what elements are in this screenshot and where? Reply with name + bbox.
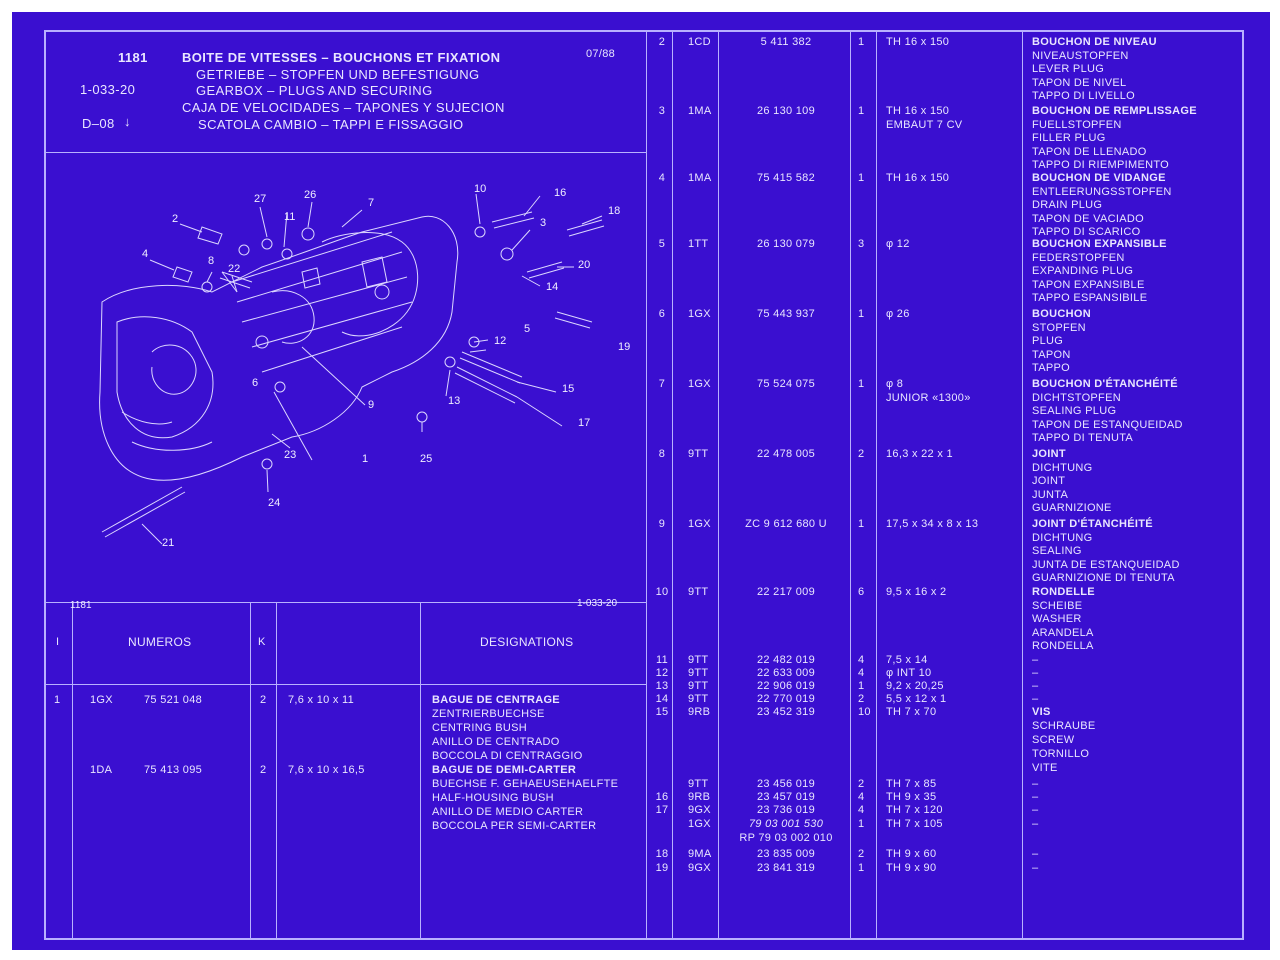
right-row-number: ZC 9 612 680 U <box>745 518 827 530</box>
section-arrow: ↓ <box>124 114 131 129</box>
left-col-k-header: K <box>258 636 266 648</box>
right-row-designation: RONDELLE <box>1032 586 1095 598</box>
compact-row-desc: – <box>1032 680 1039 692</box>
callout-19: 19 <box>618 341 631 353</box>
title-de: GETRIEBE – STOPFEN UND BEFESTIGUNG <box>196 67 480 82</box>
right-row-translation: SCHEIBE <box>1032 599 1083 612</box>
right-row-translation: TAPPO DI RIEMPIMENTO <box>1032 159 1169 172</box>
compact-row-number: 22 906 019 <box>756 680 816 692</box>
callout-15: 15 <box>562 383 575 395</box>
compact-row-desc: – <box>1032 848 1039 860</box>
right-row-number: 26 130 109 <box>756 105 816 117</box>
compact-row-dims: 7,5 x 14 <box>886 654 928 666</box>
compact-row-dims: TH 7 x 105 <box>886 818 943 830</box>
plate-code: 1181 <box>118 50 148 65</box>
drawing-footer-left: 1181 <box>70 600 92 611</box>
right-row-designation: BOUCHON EXPANSIBLE <box>1032 238 1167 250</box>
right-row-index: 6 <box>658 308 666 320</box>
right-row-index: 4 <box>658 172 666 184</box>
right-row-index: 2 <box>658 36 666 48</box>
compact-row-dims: 9,2 x 20,25 <box>886 680 944 692</box>
compact-row-code: 9MA <box>688 848 712 860</box>
right-row-designation: BOUCHON <box>1032 308 1091 320</box>
right-row-translation: GUARNIZIONE DI TENUTA <box>1032 572 1175 585</box>
title-es: CAJA DE VELOCIDADES – TAPONES Y SUJECION <box>182 100 505 115</box>
left-col-3 <box>276 602 277 940</box>
compact-row-desc: – <box>1032 862 1039 874</box>
right-row-designation: BOUCHON DE REMPLISSAGE <box>1032 105 1197 117</box>
compact-row-number: 23 736 019 <box>756 804 816 816</box>
compact-row-code: 9RB <box>688 791 711 803</box>
right-row-number: 5 411 382 <box>760 36 812 48</box>
callout-13: 13 <box>448 395 461 407</box>
compact-row-k: 10 <box>858 706 871 718</box>
compact-row-k: 1 <box>858 862 865 874</box>
compact-row-dims: TH 9 x 35 <box>886 791 937 803</box>
compact-row-number: 23 835 009 <box>756 848 816 860</box>
compact-row-desc: SCHRAUBE <box>1032 720 1096 732</box>
compact-row-desc: SCREW <box>1032 734 1075 746</box>
divider-drawing-bottom <box>46 602 646 603</box>
section-code: D–08 <box>82 116 115 131</box>
right-col-5 <box>1022 30 1023 940</box>
right-row-k: 3 <box>858 238 865 250</box>
compact-row-desc: – <box>1032 778 1039 790</box>
compact-row-code: 9GX <box>688 804 711 816</box>
compact-row-code: 9RB <box>688 706 711 718</box>
callout-16: 16 <box>554 187 567 199</box>
title-en: GEARBOX – PLUGS AND SECURING <box>196 83 433 98</box>
right-row-designation: JOINT D'ÉTANCHÉITÉ <box>1032 518 1153 530</box>
callout-25: 25 <box>420 453 433 465</box>
compact-row-desc: – <box>1032 654 1039 666</box>
sheet-ref: 1-033-20 <box>80 82 136 97</box>
right-row-number: 75 443 937 <box>756 308 816 320</box>
compact-row-k: 4 <box>858 667 865 679</box>
left-row-translation: HALF-HOUSING BUSH <box>432 792 554 804</box>
callout-17: 17 <box>578 417 591 429</box>
right-row-index: 9 <box>658 518 666 530</box>
compact-row-k: 4 <box>858 804 865 816</box>
compact-row-k: 1 <box>858 818 865 830</box>
right-row-dims: φ 26 <box>886 308 910 320</box>
callout-7: 7 <box>368 197 375 209</box>
right-col-3 <box>850 30 851 940</box>
compact-row-desc: – <box>1032 693 1039 705</box>
callout-numbers <box>142 183 630 549</box>
right-row-translation: TAPON DE LLENADO <box>1032 145 1147 158</box>
divider-center <box>646 30 647 940</box>
left-row-designation: BAGUE DE CENTRAGE <box>432 694 560 706</box>
right-row-dims: 16,3 x 22 x 1 <box>886 448 953 460</box>
right-row-translation: TAPPO DI LIVELLO <box>1032 90 1136 103</box>
callout-6: 6 <box>252 377 259 389</box>
right-row-k: 1 <box>858 308 865 320</box>
compact-row-desc: – <box>1032 667 1039 679</box>
right-col-2 <box>718 30 719 940</box>
right-row-k: 6 <box>858 586 865 598</box>
compact-row-number: 22 633 009 <box>756 667 816 679</box>
left-row-translation: ANILLO DE CENTRADO <box>432 736 560 748</box>
drawing-footer-right: 1-033-20 <box>577 598 618 609</box>
right-row-translation: LEVER PLUG <box>1032 63 1105 76</box>
right-row-translation: FILLER PLUG <box>1032 132 1106 145</box>
compact-row-number: 23 456 019 <box>756 778 816 790</box>
compact-row-desc: TORNILLO <box>1032 748 1090 760</box>
right-row-k: 1 <box>858 36 865 48</box>
title-fr: BOITE DE VITESSES – BOUCHONS ET FIXATION <box>182 50 501 65</box>
right-row-translation: GUARNIZIONE <box>1032 502 1112 515</box>
compact-row-number: 23 457 019 <box>756 791 816 803</box>
right-row-translation: PLUG <box>1032 335 1064 348</box>
right-row-index: 5 <box>658 238 666 250</box>
right-row-code: 1MA <box>688 105 712 117</box>
right-row-dims: 17,5 x 34 x 8 x 13 <box>886 518 979 530</box>
compact-row-desc: – <box>1032 791 1039 803</box>
left-row-dims: 7,6 x 10 x 11 <box>288 694 355 706</box>
callout-26: 26 <box>304 189 317 201</box>
left-row-designation: BAGUE DE DEMI-CARTER <box>432 764 577 776</box>
right-row-index: 10 <box>655 586 669 598</box>
right-row-code: 1GX <box>688 518 711 530</box>
right-row-dims: TH 16 x 150 <box>886 105 950 117</box>
compact-row-number: 23 452 319 <box>756 706 816 718</box>
callout-9: 9 <box>368 399 375 411</box>
right-row-k: 2 <box>858 448 865 460</box>
right-row-translation: SEALING <box>1032 545 1082 558</box>
right-row-code: 9TT <box>688 448 709 460</box>
callout-5: 5 <box>524 323 531 335</box>
right-row-index: 7 <box>658 378 666 390</box>
compact-row-dims: TH 7 x 120 <box>886 804 943 816</box>
parts-catalog-sheet <box>12 12 1270 950</box>
compact-row-dims: TH 7 x 85 <box>886 778 937 790</box>
right-row-translation: FEDERSTOPFEN <box>1032 251 1125 264</box>
compact-row-dims: 5,5 x 12 x 1 <box>886 693 947 705</box>
compact-row-code: 9TT <box>688 654 709 666</box>
callout-3: 3 <box>540 217 547 229</box>
right-row-translation: JUNTA <box>1032 488 1069 501</box>
left-col-1 <box>72 602 73 940</box>
right-row-k: 1 <box>858 378 865 390</box>
compact-row-dims: φ INT 10 <box>886 667 932 679</box>
right-row-translation: TAPPO ESPANSIBILE <box>1032 292 1148 305</box>
title-it: SCATOLA CAMBIO – TAPPI E FISSAGGIO <box>198 117 464 132</box>
divider-left-table-header <box>46 684 646 685</box>
left-row-translation: BUECHSE F. GEHAEUSEHAELFTE <box>432 778 619 790</box>
compact-row-desc: – <box>1032 818 1039 830</box>
left-row-code: 1DA <box>90 764 113 776</box>
compact-row-code: 9TT <box>688 778 709 790</box>
callout-23: 23 <box>284 449 297 461</box>
right-row-designation: JOINT <box>1032 448 1066 460</box>
compact-row-k: 4 <box>858 654 865 666</box>
right-col-1 <box>672 30 673 940</box>
right-row-code: 1TT <box>688 238 709 250</box>
callout-22: 22 <box>228 263 241 275</box>
left-row-code: 1GX <box>90 694 113 706</box>
callout-20: 20 <box>578 259 591 271</box>
right-row-dims: φ 8 <box>886 378 904 390</box>
divider-header-left <box>46 152 646 153</box>
callout-1: 1 <box>362 453 369 465</box>
compact-row-k: 4 <box>858 791 865 803</box>
compact-row-number: 22 770 019 <box>756 693 816 705</box>
compact-row-desc: VITE <box>1032 762 1058 774</box>
right-row-designation: BOUCHON D'ÉTANCHÉITÉ <box>1032 378 1178 390</box>
callout-18: 18 <box>608 205 621 217</box>
right-row-number: 22 478 005 <box>756 448 816 460</box>
right-row-translation: TAPON DE VACIADO <box>1032 212 1144 225</box>
right-row-dims: TH 16 x 150 <box>886 36 950 48</box>
gearbox-exploded-diagram <box>62 172 642 611</box>
callout-12: 12 <box>494 335 507 347</box>
sheet-date: 07/88 <box>586 48 616 60</box>
right-row-dims: EMBAUT 7 CV <box>886 119 963 131</box>
right-row-dims: φ 12 <box>886 238 910 250</box>
left-row-translation: BOCCOLA PER SEMI-CARTER <box>432 820 597 832</box>
right-col-4 <box>876 30 877 940</box>
left-col-designations-header: DESIGNATIONS <box>480 635 574 649</box>
callout-2: 2 <box>172 213 179 225</box>
right-row-translation: RONDELLA <box>1032 640 1094 653</box>
compact-row-dims: TH 7 x 70 <box>886 706 937 718</box>
callout-10: 10 <box>474 183 487 195</box>
right-row-code: 1CD <box>688 36 711 48</box>
gearbox-housing-outline <box>100 216 461 480</box>
compact-row-code: 9TT <box>688 693 709 705</box>
right-row-dims: JUNIOR «1300» <box>886 392 971 404</box>
right-row-translation: JOINT <box>1032 475 1066 488</box>
callout-24: 24 <box>268 497 281 509</box>
right-row-dims: TH 16 x 150 <box>886 172 950 184</box>
right-row-code: 1GX <box>688 308 711 320</box>
compact-row-code: 9GX <box>688 862 711 874</box>
compact-row-index: 16 <box>655 791 669 803</box>
right-row-translation: DICHTSTOPFEN <box>1032 391 1121 404</box>
right-row-translation: DICHTUNG <box>1032 531 1093 544</box>
right-row-translation: TAPPO DI TENUTA <box>1032 432 1134 445</box>
right-row-translation: ARANDELA <box>1032 626 1094 639</box>
right-row-k: 1 <box>858 105 865 117</box>
right-row-translation: DRAIN PLUG <box>1032 199 1103 212</box>
right-row-translation: JUNTA DE ESTANQUEIDAD <box>1032 558 1180 571</box>
right-row-index: 8 <box>658 448 666 460</box>
right-row-translation: TAPPO DI SCARICO <box>1032 226 1141 239</box>
left-row-k: 2 <box>260 694 267 706</box>
compact-row-index: 18 <box>655 848 669 860</box>
callout-14: 14 <box>546 281 559 293</box>
compact-row-k: 2 <box>858 693 865 705</box>
right-row-translation: TAPON EXPANSIBLE <box>1032 278 1145 291</box>
right-row-translation: TAPON <box>1032 348 1071 361</box>
compact-row-number: 79 03 001 530 <box>748 818 824 830</box>
compact-row-number: 23 841 319 <box>756 862 816 874</box>
left-row-translation: CENTRING BUSH <box>432 722 527 734</box>
compact-row-number: 22 482 019 <box>756 654 816 666</box>
right-row-translation: DICHTUNG <box>1032 461 1093 474</box>
right-row-designation: BOUCHON DE NIVEAU <box>1032 36 1157 48</box>
right-row-code: 1GX <box>688 378 711 390</box>
compact-row-index: 11 <box>655 654 669 666</box>
right-row-translation: TAPON DE ESTANQUEIDAD <box>1032 418 1183 431</box>
left-row-translation: ANILLO DE MEDIO CARTER <box>432 806 584 818</box>
right-row-translation: TAPON DE NIVEL <box>1032 76 1127 89</box>
callout-8: 8 <box>208 255 215 267</box>
loose-parts <box>102 212 604 537</box>
right-row-translation: TAPPO <box>1032 362 1070 375</box>
callout-11: 11 <box>284 211 296 223</box>
right-row-number: 75 524 075 <box>756 378 816 390</box>
left-row-number: 75 413 095 <box>144 764 203 776</box>
left-row-number: 75 521 048 <box>144 694 203 706</box>
compact-row-dims: TH 9 x 90 <box>886 862 937 874</box>
right-row-translation: STOPFEN <box>1032 321 1086 334</box>
compact-row-desc: – <box>1032 804 1039 816</box>
left-row-dims: 7,6 x 10 x 16,5 <box>288 764 365 776</box>
compact-row-index: 12 <box>655 667 669 679</box>
right-row-designation: BOUCHON DE VIDANGE <box>1032 172 1166 184</box>
compact-row-index: 15 <box>655 706 669 718</box>
compact-row-index: 13 <box>655 680 669 692</box>
left-col-numeros-header: NUMEROS <box>128 635 192 649</box>
callout-4: 4 <box>142 248 149 260</box>
left-row-translation: ZENTRIERBUECHSE <box>432 708 545 720</box>
left-col-index-header: I <box>56 636 60 648</box>
right-row-code: 9TT <box>688 586 709 598</box>
compact-row-k: 2 <box>858 848 865 860</box>
compact-row-index: 19 <box>655 862 669 874</box>
right-row-code: 1MA <box>688 172 712 184</box>
compact-row-code: 9TT <box>688 667 709 679</box>
compact-row-code: 9TT <box>688 680 709 692</box>
compact-row-k: 1 <box>858 680 865 692</box>
right-row-number: 26 130 079 <box>756 238 816 250</box>
right-row-translation: FUELLSTOPFEN <box>1032 118 1122 131</box>
right-row-translation: SEALING PLUG <box>1032 405 1117 418</box>
right-row-number: 22 217 009 <box>756 586 816 598</box>
left-col-4 <box>420 602 421 940</box>
left-row-index: 1 <box>54 694 61 706</box>
left-row-translation: BOCCOLA DI CENTRAGGIO <box>432 750 583 762</box>
right-row-translation: WASHER <box>1032 613 1082 626</box>
compact-row-desc: VIS <box>1032 706 1051 718</box>
left-row-k: 2 <box>260 764 267 776</box>
right-row-dims: 9,5 x 16 x 2 <box>886 586 947 598</box>
compact-row-code: 1GX <box>688 818 711 830</box>
right-row-number: 75 415 582 <box>756 172 816 184</box>
compact-row-index: 17 <box>655 804 669 816</box>
left-col-2 <box>250 602 251 940</box>
compact-row-dims: TH 9 x 60 <box>886 848 937 860</box>
compact-row-k: 2 <box>858 778 865 790</box>
right-row-translation: ENTLEERUNGSSTOPFEN <box>1032 185 1172 198</box>
right-row-k: 1 <box>858 172 865 184</box>
callout-21: 21 <box>162 537 175 549</box>
callout-27: 27 <box>254 193 267 205</box>
right-row-translation: EXPANDING PLUG <box>1032 265 1134 278</box>
right-row-k: 1 <box>858 518 865 530</box>
compact-row-number: RP 79 03 002 010 <box>739 832 833 844</box>
right-row-translation: NIVEAUSTOPFEN <box>1032 49 1129 62</box>
compact-row-index: 14 <box>655 693 669 705</box>
right-row-index: 3 <box>658 105 666 117</box>
